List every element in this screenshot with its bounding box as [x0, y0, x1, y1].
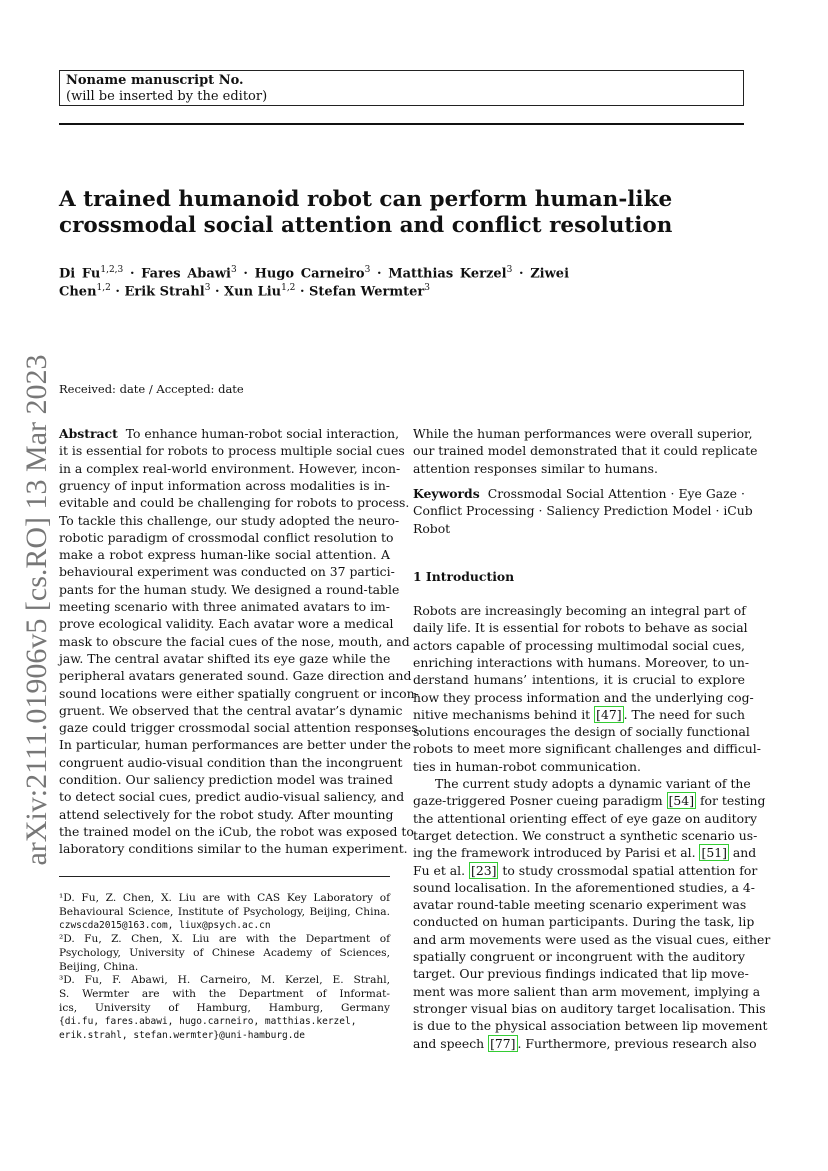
- abstract-line: condition. Our saliency prediction model was trained: [59, 772, 393, 787]
- abstract-line: gruent. We observed that the central avatar’s dynamic: [59, 702, 403, 718]
- introduction-line: conducted on human participants. During the task, lip: [413, 914, 755, 930]
- keywords-line: Robot: [413, 520, 451, 536]
- author-separator: ·: [236, 266, 255, 282]
- footnote-line: ¹D. Fu, Z. Chen, X. Liu are with CAS Key Laboratory of: [59, 892, 390, 904]
- citation-link[interactable]: [54]: [668, 793, 695, 809]
- introduction-line: gaze-triggered Posner cueing paradigm [54] for testing: [413, 793, 766, 809]
- introduction-line: actors capable of processing multimodal social cues,: [413, 637, 745, 653]
- author-affiliation-mark: 1,2: [96, 283, 111, 293]
- abstract-line: gaze could trigger crossmodal social attention responses.: [59, 720, 422, 736]
- citation-link[interactable]: [23]: [471, 862, 497, 878]
- author-affiliation-mark: 1,2: [281, 283, 296, 293]
- footnote-line: czwscda2015@163.com, liux@psych.ac.cn: [59, 920, 271, 932]
- author-name: Hugo Carneiro: [254, 266, 365, 282]
- introduction-line: target. Our previous findings indicated that lip move-: [413, 966, 749, 982]
- introduction-line: is due to the physical association between lip movement: [413, 1018, 768, 1034]
- author-affiliation-mark: 3: [506, 265, 513, 275]
- abstract-line: robotic paradigm of crossmodal conflict resolution to: [59, 529, 394, 545]
- introduction-line: enriching interactions with humans. Moreover, to un-: [413, 654, 750, 670]
- author-name: Xun Liu: [224, 284, 282, 300]
- introduction-line: sound localisation. In the aforementioned studies, a 4-: [413, 879, 755, 895]
- author-affiliation-mark: 3: [364, 265, 371, 275]
- paper-title: A trained humanoid robot can perform human-like crossmodal social attention and conflict resolution: [59, 187, 673, 238]
- footnote-line: Psychology, University of Chinese Academy of Sciences,: [59, 946, 390, 959]
- abstract-line: our trained model demonstrated that it could replicate: [413, 443, 758, 459]
- abstract-line: evitable and could be challenging for robots to process.: [59, 495, 410, 511]
- footnote-rule: [59, 876, 390, 877]
- author-affiliation-mark: 3: [424, 283, 430, 293]
- introduction-line: and speech [77] . Furthermore, previous research also: [413, 1035, 757, 1051]
- author-separator: ·: [110, 284, 125, 300]
- introduction-line: Fu et al. [23] to study crossmodal spatial attention for: [413, 862, 758, 878]
- abstract-line: laboratory conditions similar to the human experiment.: [59, 841, 408, 857]
- introduction-line: daily life. It is essential for robots to behave as social: [413, 620, 748, 636]
- section-heading-introduction: 1 Introduction: [413, 569, 515, 584]
- abstract-line: pants for the human study. We designed a round-table: [59, 581, 400, 597]
- footnote-line: Beijing, China.: [59, 960, 139, 973]
- author-name: Erik Strahl: [124, 284, 205, 300]
- abstract-line: it is essential for robots to process multiple social cues: [59, 443, 405, 459]
- abstract-line: to detect social cues, predict audio-visual saliency, and: [59, 789, 405, 805]
- introduction-line: ties in human-robot communication.: [413, 758, 641, 774]
- author-separator: ·: [512, 266, 531, 282]
- author-affiliation-mark: 3: [230, 265, 237, 275]
- author-separator: ·: [210, 284, 225, 300]
- footnote-line: ³D. Fu, F. Abawi, H. Carneiro, M. Kerzel, E. Strahl,: [59, 974, 390, 987]
- abstract-line: congruent audio-visual condition than the incongruent: [59, 754, 403, 770]
- editor-note: (will be inserted by the editor): [66, 89, 268, 104]
- introduction-line: Robots are increasingly becoming an integral part of: [413, 603, 746, 618]
- abstract-line: sound locations were either spatially congruent or incon-: [59, 685, 419, 701]
- abstract-label: Abstract: [59, 426, 118, 441]
- author-name: Di Fu: [59, 266, 101, 282]
- abstract-line: mask to obscure the facial cues of the nose, mouth, and: [59, 633, 410, 649]
- author-list-line-2: [59, 279, 430, 301]
- abstract-line: the trained model on the iCub, the robot was exposed to: [59, 823, 414, 839]
- manuscript-info-box: [59, 70, 744, 106]
- introduction-line: target detection. We construct a synthetic scenario us-: [413, 827, 758, 843]
- author-separator: ·: [370, 266, 389, 282]
- footnote-line: S. Wermter are with the Department of Informat-: [59, 987, 390, 1000]
- abstract-line: attend selectively for the robot study. After mounting: [59, 806, 394, 822]
- author-name: Fares Abawi: [141, 266, 231, 282]
- author-name: Matthias Kerzel: [388, 266, 507, 282]
- abstract-line: Abstract To enhance human-robot social interaction,: [59, 426, 400, 441]
- introduction-line: how they process information and the underlying cog-: [413, 689, 754, 705]
- introduction-line: robots to meet more significant challenges and difficul-: [413, 741, 761, 757]
- introduction-line: nitive mechanisms behind it [47] . The need for such: [413, 706, 745, 722]
- manuscript-number: Noname manuscript No.: [66, 73, 244, 88]
- introduction-line: derstand humans’ intentions, it is crucial to explore: [413, 672, 745, 688]
- citation-link[interactable]: [77]: [490, 1035, 516, 1051]
- author-separator: ·: [295, 284, 309, 300]
- introduction-line: and arm movements were used as the visual cues, either: [413, 931, 771, 947]
- introduction-line: stronger visual bias on auditory target localisation. This: [413, 1000, 766, 1016]
- abstract-line: meeting scenario with three animated avatars to im-: [59, 599, 390, 614]
- abstract-line: To tackle this challenge, our study adopted the neuro-: [59, 512, 400, 528]
- arxiv-identifier: arXiv:2111.01906v5 [cs.RO] 13 Mar 2023: [20, 354, 53, 866]
- keywords-line: Conflict Processing · Saliency Prediction Model · iCub: [413, 503, 753, 519]
- keywords-line: Keywords Crossmodal Social Attention · Eye Gaze ·: [413, 486, 745, 501]
- abstract-line: peripheral avatars generated sound. Gaze direction and: [59, 668, 412, 684]
- abstract-line: jaw. The central avatar shifted its eye gaze while the: [59, 650, 391, 666]
- abstract-line: make a robot express human-like social attention. A: [59, 547, 390, 563]
- author-affiliation-mark: 1,2,3: [100, 265, 124, 275]
- received-date: Received: date / Accepted: date: [59, 382, 244, 396]
- introduction-line: ment was more salient than arm movement, implying a: [413, 983, 761, 999]
- abstract-line: While the human performances were overall superior,: [413, 426, 753, 441]
- author-name: Stefan Wermter: [309, 284, 425, 300]
- introduction-line: avatar round-table meeting scenario experiment was: [413, 897, 747, 913]
- abstract-line: attention responses similar to humans.: [413, 460, 658, 476]
- abstract-line: in a complex real-world environment. However, incon-: [59, 460, 401, 476]
- footnote-line: {di.fu, fares.abawi, hugo.carneiro, matthias.kerzel,: [59, 1016, 357, 1028]
- abstract-line: In particular, human performances are better under the: [59, 737, 411, 753]
- abstract-line: gruency of input information across modalities is in-: [59, 477, 390, 493]
- header-rule: [59, 123, 744, 125]
- footnote-line: erik.strahl, stefan.wermter}@uni-hamburg.de: [59, 1030, 305, 1041]
- abstract-line: prove ecological validity. Each avatar wore a medical: [59, 616, 394, 632]
- introduction-line: ing the framework introduced by Parisi et al. [51] and: [413, 845, 757, 861]
- author-separator: ·: [123, 266, 142, 282]
- author-affiliation-mark: 3: [204, 283, 211, 293]
- abstract-line: behavioural experiment was conducted on 37 partici-: [59, 564, 395, 580]
- footnote-line: ²D. Fu, Z. Chen, X. Liu are with the Department of: [59, 933, 390, 946]
- author-name: Ziwei: [530, 266, 570, 282]
- keywords-label: Keywords: [413, 486, 480, 501]
- introduction-line: solutions encourages the design of socially functional: [413, 724, 750, 740]
- citation-link[interactable]: [47]: [596, 706, 622, 722]
- introduction-line: spatially congruent or incongruent with the auditory: [413, 949, 745, 964]
- citation-link[interactable]: [51]: [701, 845, 727, 861]
- author-name: Chen: [59, 284, 97, 300]
- introduction-line: The current study adopts a dynamic variant of the: [435, 776, 751, 791]
- introduction-line: the attentional orienting effect of eye gaze on auditory: [413, 810, 758, 826]
- footnote-line: Behavioural Science, Institute of Psychology, Beijing, China.: [59, 905, 390, 918]
- footnote-line: ics, University of Hamburg, Hamburg, Germany: [59, 1001, 390, 1014]
